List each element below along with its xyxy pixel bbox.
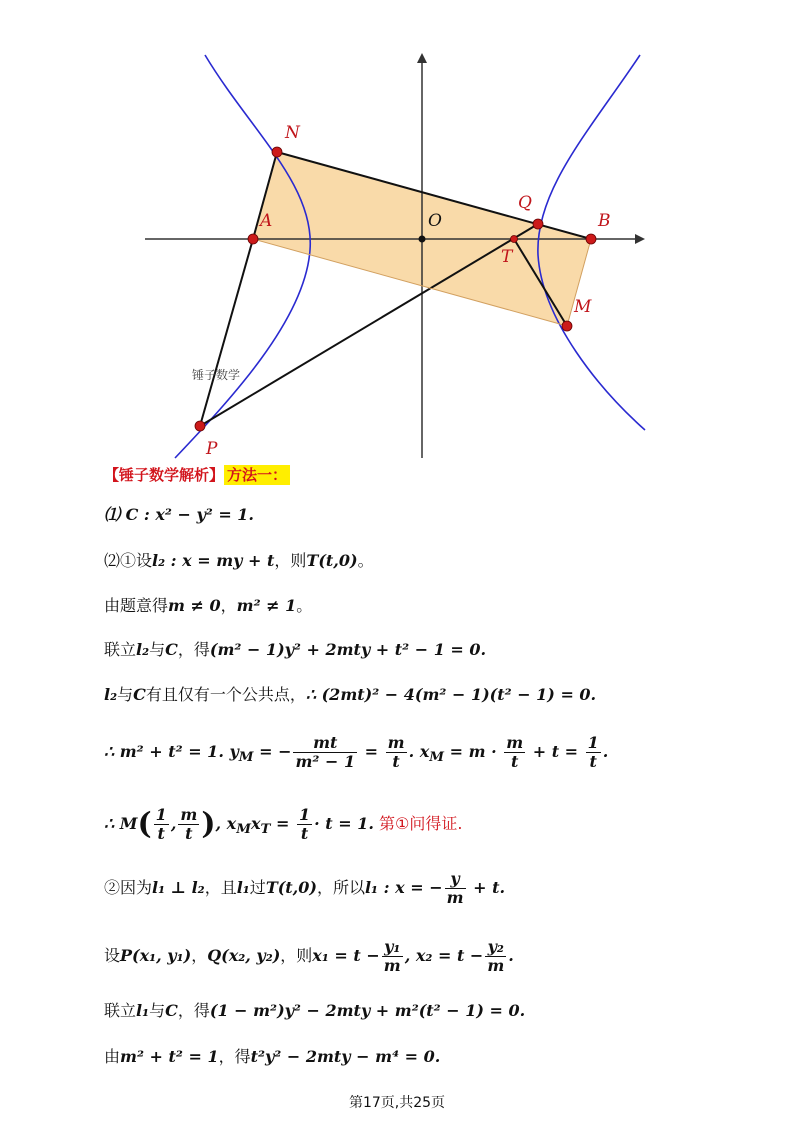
line-1-text: ⑴ C : x² − y² = 1.: [104, 505, 255, 524]
line-7-b: , x: [215, 814, 237, 833]
line-5-b: 与: [117, 685, 134, 704]
paren-open: (: [137, 806, 152, 842]
point-Q: [533, 219, 543, 229]
solution-header: [104, 464, 290, 485]
line-8: [104, 870, 505, 907]
frac-den: t: [510, 752, 519, 771]
line-6-a: ∴ m² + t² = 1. y: [104, 742, 239, 761]
line-2-d: T(t,0): [306, 551, 358, 570]
page-footer: 第17页,共25页: [348, 1095, 446, 1111]
line-4-f: (m² − 1)y² + 2mty + t² − 1 = 0.: [209, 640, 487, 659]
frac-num: 1: [155, 805, 167, 824]
line-7-d: x: [250, 814, 261, 833]
line-3-e: 。: [296, 596, 313, 615]
line-8-g: ，所以: [316, 878, 365, 897]
line-3-d: m² ≠ 1: [236, 596, 297, 615]
line-7-frac-3: [297, 806, 312, 843]
line-9-frac-1: [382, 938, 403, 975]
line-4: [104, 639, 486, 661]
line-5: [104, 684, 596, 706]
line-4-b: l₂: [136, 640, 150, 659]
x-axis-arrow: [635, 234, 645, 244]
line-3-c: ，: [220, 596, 237, 615]
frac-num: 1: [299, 805, 311, 824]
line-10-b: l₁: [136, 1001, 150, 1020]
line-7-f: =: [270, 814, 295, 833]
line-7-a: ∴ M: [104, 814, 138, 833]
y-axis-arrow: [417, 53, 427, 63]
line-9: [104, 938, 514, 975]
line-3-a: 由题意得: [104, 596, 169, 615]
line-1: [104, 504, 254, 526]
label-B: B: [598, 211, 611, 231]
line-6-j: .: [602, 742, 609, 761]
point-T: [511, 236, 518, 243]
frac-num: y₁: [382, 938, 403, 957]
frac-num: m: [506, 733, 524, 752]
frac-den: m: [383, 956, 401, 975]
point-B: [586, 234, 596, 244]
frac-den: t: [589, 752, 597, 771]
line-2-b: l₂ : x = my + t: [152, 551, 275, 570]
line-6-frac-2: [386, 734, 407, 771]
line-4-a: 联立: [104, 640, 137, 659]
line-9-f: x₁ = t −: [312, 946, 380, 965]
line-8-f: T(t,0): [265, 878, 317, 897]
line-5-e: ∴ (2mt)² − 4(m² − 1)(t² − 1) = 0.: [305, 685, 597, 704]
line-6-c: = −: [253, 742, 292, 761]
line-11-a: 由: [104, 1047, 121, 1066]
frac-num: m: [180, 805, 198, 824]
line-8-c: ，且: [204, 878, 237, 897]
line-4-d: C: [165, 640, 178, 659]
point-O: [419, 236, 426, 243]
line-3: [104, 595, 312, 617]
line-4-e: ，得: [177, 640, 210, 659]
line-6-h: = m ·: [444, 742, 503, 761]
line-6-e: =: [359, 742, 384, 761]
frac-den: t: [300, 824, 309, 843]
line-9-a: 设: [104, 946, 121, 965]
label-P: P: [206, 439, 218, 459]
line-9-g: , x₂ = t −: [404, 946, 484, 965]
point-N: [272, 147, 282, 157]
line-3-b: m ≠ 0: [168, 596, 221, 615]
line-9-frac-2: [485, 938, 506, 975]
line-9-e: ，则: [280, 946, 313, 965]
label-A: A: [260, 211, 273, 231]
watermark: 锤子数学: [192, 368, 241, 382]
label-M: M: [574, 297, 592, 317]
line-2-c: ，则: [274, 551, 307, 570]
frac-den: m² − 1: [295, 752, 356, 771]
frac-num: y: [445, 870, 466, 889]
line-7-comma: ,: [170, 814, 177, 833]
frac-den: t: [157, 824, 165, 843]
line-8-i: + t.: [467, 878, 506, 897]
line-7-g: · t = 1.: [314, 814, 374, 833]
frac-num: 1: [587, 733, 599, 752]
point-A: [248, 234, 258, 244]
line-9-d: Q(x₂, y₂): [207, 946, 281, 965]
point-M: [562, 321, 572, 331]
line-8-e: 过: [249, 878, 266, 897]
line-7-frac-1: [154, 806, 169, 843]
line-9-b: P(x₁, y₁): [120, 946, 192, 965]
line-10-d: C: [165, 1001, 178, 1020]
label-N: N: [285, 123, 300, 143]
hyperbola-left-branch: [175, 55, 310, 458]
hyperbola-figure: [140, 50, 650, 460]
line-8-b: l₁ ⊥ l₂: [152, 878, 205, 897]
line-6-sub-y: M: [238, 749, 254, 766]
line-7: [104, 806, 462, 843]
line-11: [104, 1046, 440, 1068]
paren-close: ): [201, 806, 216, 842]
frac-den: t: [392, 752, 400, 771]
line-9-h: .: [508, 946, 514, 965]
line-10-c: 与: [149, 1001, 166, 1020]
line-6-frac-3: [504, 734, 525, 771]
line-6-frac-1: [293, 734, 357, 771]
line-5-d: 有且仅有一个公共点，: [145, 685, 306, 704]
frac-num: mt: [293, 734, 357, 753]
line-7-frac-2: [178, 806, 199, 843]
line-11-b: m² + t² = 1: [120, 1047, 219, 1066]
label-T: T: [501, 247, 513, 267]
proof-complete-note: 第①问得证.: [379, 814, 463, 833]
line-8-h: l₁ : x = −: [364, 878, 443, 897]
line-8-frac: [445, 870, 466, 907]
frac-den: m: [446, 888, 464, 907]
line-6-f: . x: [408, 742, 430, 761]
line-10-a: 联立: [104, 1001, 137, 1020]
line-10-f: (1 − m²)y² − 2mty + m²(t² − 1) = 0.: [209, 1001, 526, 1020]
line-11-c: ，得: [218, 1047, 251, 1066]
line-5-a: l₂: [104, 685, 118, 704]
line-6-i: + t =: [527, 742, 584, 761]
point-P: [195, 421, 205, 431]
line-5-c: C: [133, 685, 146, 704]
line-4-c: 与: [149, 640, 166, 659]
line-7-sub-m: M: [236, 821, 251, 838]
line-8-a: ②因为: [104, 878, 153, 897]
label-O: O: [428, 211, 442, 231]
line-10-e: ，得: [177, 1001, 210, 1020]
line-11-d: t²y² − 2mty − m⁴ = 0.: [250, 1047, 441, 1066]
line-8-d: l₁: [236, 878, 250, 897]
line-2-a: ⑵①设: [104, 551, 153, 570]
line-9-c: ，: [191, 946, 208, 965]
line-2: [104, 550, 374, 572]
line-10: [104, 1000, 525, 1022]
frac-num: y₂: [485, 938, 506, 957]
header-bracket: 【锤子数学解析】: [104, 466, 225, 484]
frac-den: t: [185, 824, 193, 843]
line-2-e: 。: [357, 551, 374, 570]
line-6-frac-4: [586, 734, 601, 771]
line-7-sub-t: T: [260, 821, 271, 838]
frac-num: m: [387, 733, 405, 752]
frac-den: m: [487, 956, 505, 975]
header-method: 方法一：: [224, 465, 290, 485]
line-6-sub-x: M: [429, 749, 445, 766]
line-6: [104, 734, 608, 771]
label-Q: Q: [518, 193, 532, 213]
